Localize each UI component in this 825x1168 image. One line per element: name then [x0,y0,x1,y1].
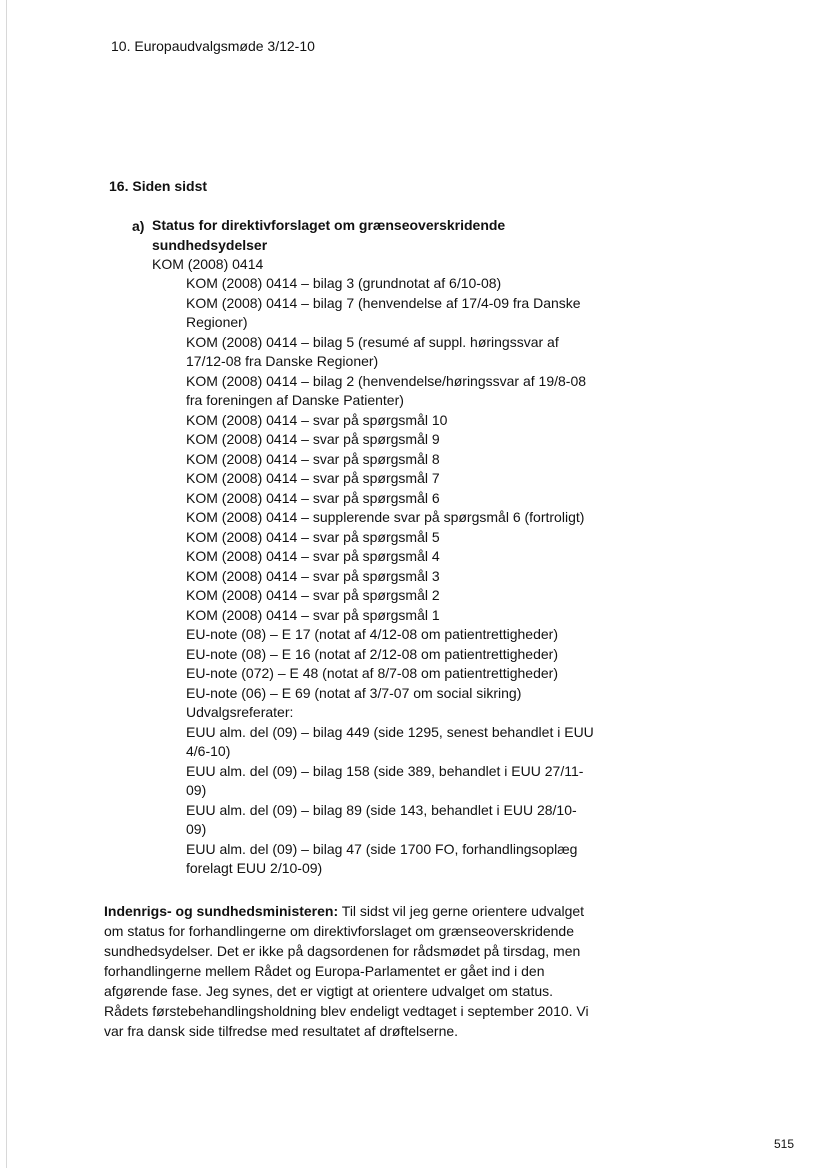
subsection-title: Status for direktivforslaget om grænseoverskridende sundhedsydelser [152,217,506,253]
reference-item: KOM (2008) 0414 – svar på spørgsmål 8 [186,450,440,467]
reference-item: KOM (2008) 0414 – bilag 3 (grundnotat af 6/10-08) [186,275,502,291]
reference-item: KOM (2008) 0414 – svar på spørgsmål 7 [186,470,440,486]
scan-edge-line [6,0,7,1168]
reference-item: EUU alm. del (09) – bilag 158 (side 389, behandlet i EUU 27/11-09) [186,762,584,798]
reference-item: KOM (2008) 0414 – bilag 5 (resumé af suppl. høringssvar af 17/12-08 fra Danske Regioner) [186,333,559,369]
reference-item: Udvalgsreferater: [186,704,294,720]
reference-item: KOM (2008) 0414 – svar på spørgsmål 2 [186,587,440,603]
reference-item: KOM (2008) 0414 – svar på spørgsmål 1 [186,606,440,623]
reference-item: KOM (2008) 0414 – bilag 2 (henvendelse/høringssvar af 19/8-08 fra foreningen af Danske Patienter) [186,372,587,408]
reference-list [186,274,596,879]
subsection-marker: a) [132,218,145,234]
reference-item: KOM (2008) 0414 – svar på spørgsmål 3 [186,567,440,584]
reference-item: KOM (2008) 0414 – svar på spørgsmål 5 [186,528,440,545]
reference-item: EU-note (08) – E 16 (notat af 2/12-08 om patientrettigheder) [186,645,558,662]
reference-item: EU-note (08) – E 17 (notat af 4/12-08 om patientrettigheder) [186,626,558,642]
reference-item: EU-note (06) – E 69 (notat af 3/7-07 om social sikring) [186,684,522,701]
reference-item: KOM (2008) 0414 – svar på spørgsmål 4 [186,548,440,564]
reference-item: EUU alm. del (09) – bilag 47 (side 1700 FO, forhandlingsoplæg forelagt EUU 2/10-09) [186,840,578,876]
reference-item: EUU alm. del (09) – bilag 449 (side 1295, senest behandlet i EUU 4/6-10) [186,723,594,759]
speaker-name: Indenrigs- og sundhedsministeren: [104,903,339,919]
statement-text: Til sidst vil jeg gerne orientere udvalget om status for forhandlingerne om direktivforslaget om grænseoverskridende sundhedsydelser. Det er ikke på dagsordenen for rådsmødet på tirsdag, men forhandlingerne mellem Rådet og Europa-Parlamentet er gået ind i den afgørende fase. Jeg synes, det er vigtigt at orientere udvalget om status. Rådets førstebehandlingsholdning blev endeligt vedtaget i september 2010. Vi var fra dansk side tilfredse med resultatet af drøftelserne. [104,903,589,1039]
reference-item: KOM (2008) 0414 – svar på spørgsmål 10 [186,411,448,428]
page-number: 515 [774,1137,795,1151]
running-head: 10. Europaudvalgsmøde 3/12-10 [111,38,315,54]
main-reference: KOM (2008) 0414 [152,256,264,272]
reference-item: EU-note (072) – E 48 (notat af 8/7-08 om patientrettigheder) [186,665,558,681]
reference-item: KOM (2008) 0414 – svar på spørgsmål 6 [186,489,440,506]
reference-item: KOM (2008) 0414 – bilag 7 (henvendelse af 17/4-09 fra Danske Regioner) [186,294,581,330]
reference-item: EUU alm. del (09) – bilag 89 (side 143, behandlet i EUU 28/10-09) [186,801,577,837]
reference-item: KOM (2008) 0414 – supplerende svar på spørgsmål 6 (fortroligt) [186,509,585,525]
section-heading: 16. Siden sidst [109,178,208,194]
reference-item: KOM (2008) 0414 – svar på spørgsmål 9 [186,431,440,447]
minister-statement [104,901,594,1041]
